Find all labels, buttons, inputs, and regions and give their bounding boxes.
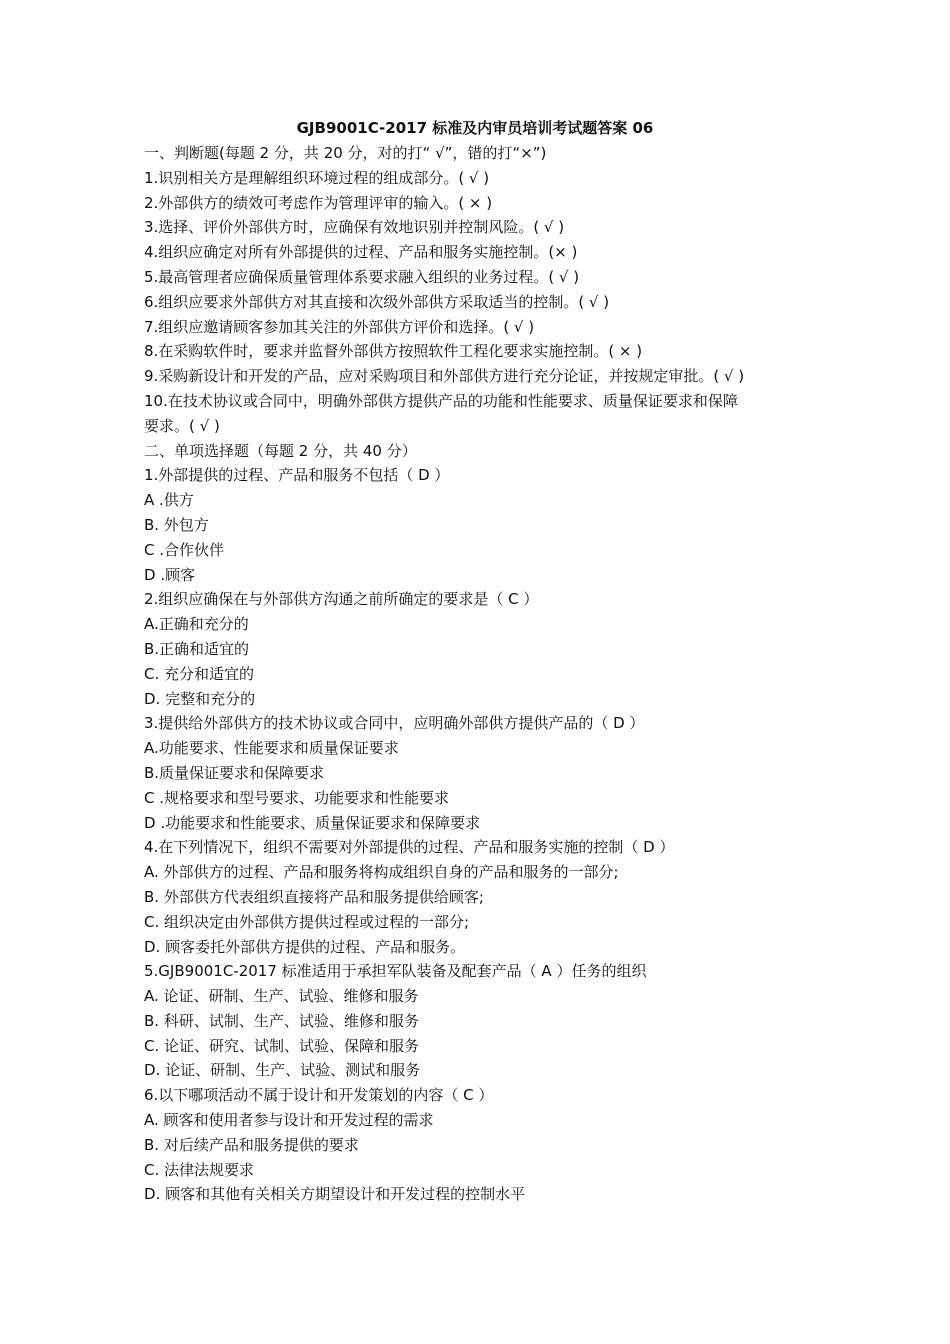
judgment-item: 9.采购新设计和开发的产品，应对采购项目和外部供方进行充分论证，并按规定审批。( √ ) [144, 367, 745, 386]
question-option: D. 顾客委托外部供方提供的过程、产品和服务。 [144, 937, 466, 956]
judgment-item: 8.在采购软件时，要求并监督外部供方按照软件工程化要求实施控制。( × ) [144, 342, 643, 361]
question-option: D. 论证、研制、生产、试验、测试和服务 [144, 1061, 421, 1080]
question-option: B. 对后续产品和服务提供的要求 [144, 1135, 359, 1154]
question-option: B. 外部供方代表组织直接将产品和服务提供给顾客; [144, 887, 484, 906]
judgment-item: 10.在技术协议或合同中，明确外部供方提供产品的功能和性能要求、质量保证要求和保障 [144, 391, 738, 410]
document-title: GJB9001C-2017 标准及内审员培训考试题答案 06 [296, 119, 654, 137]
question-option: B. 科研、试制、生产、试验、维修和服务 [144, 1011, 419, 1030]
question-option: B.正确和适宜的 [144, 639, 250, 658]
question-option: D .顾客 [144, 565, 196, 584]
judgment-item: 2.外部供方的绩效可考虑作为管理评审的输入。( × ) [144, 193, 493, 212]
question-stem: 1.外部提供的过程、产品和服务不包括（ D ） [144, 466, 450, 485]
question-option: C. 充分和适宜的 [144, 664, 255, 683]
question-option: B. 外包方 [144, 515, 209, 534]
question-option: C. 组织决定由外部供方提供过程或过程的一部分; [144, 912, 470, 931]
judgment-item: 3.选择、评价外部供方时，应确保有效地识别并控制风险。( √ ) [144, 218, 565, 237]
question-option: A.功能要求、性能要求和质量保证要求 [144, 739, 399, 758]
question-option: A. 顾客和使用者参与设计和开发过程的需求 [144, 1111, 434, 1130]
question-option: A. 外部供方的过程、产品和服务将构成组织自身的产品和服务的一部分; [144, 863, 619, 882]
question-stem: 6.以下哪项活动不属于设计和开发策划的内容（ C ） [144, 1086, 494, 1105]
question-option: C .合作伙伴 [144, 540, 225, 559]
question-option: A. 论证、研制、生产、试验、维修和服务 [144, 987, 419, 1006]
judgment-item: 1.识别相关方是理解组织环境过程的组成部分。( √ ) [144, 168, 490, 187]
judgment-item: 4.组织应确定对所有外部提供的过程、产品和服务实施控制。(× ) [144, 243, 578, 262]
judgment-item: 6.组织应要求外部供方对其直接和次级外部供方采取适当的控制。( √ ) [144, 292, 610, 311]
question-option: C. 法律法规要求 [144, 1160, 255, 1179]
section-heading-choice: 二、单项选择题（每题 2 分，共 40 分） [144, 441, 417, 460]
question-stem: 2.组织应确保在与外部供方沟通之前所确定的要求是（ C ） [144, 590, 539, 609]
question-option: B.质量保证要求和保障要求 [144, 763, 325, 782]
question-option: D. 完整和充分的 [144, 689, 256, 708]
question-option: A.正确和充分的 [144, 615, 249, 634]
question-option: D. 顾客和其他有关相关方期望设计和开发过程的控制水平 [144, 1185, 526, 1204]
question-stem: 4.在下列情况下，组织不需要对外部提供的过程、产品和服务实施的控制（ D ） [144, 838, 675, 857]
section-heading-judgment: 一、判断题(每题 2 分，共 20 分，对的打“ √”，错的打“×”) [144, 144, 547, 162]
question-stem: 5.GJB9001C-2017 标准适用于承担军队装备及配套产品（ A ）任务的组织 [144, 962, 647, 981]
judgment-item: 5.最高管理者应确保质量管理体系要求融入组织的业务过程。( √ ) [144, 267, 580, 286]
question-option: A .供方 [144, 491, 194, 510]
document-body [144, 141, 814, 1207]
question-option: C. 论证、研究、试制、试验、保障和服务 [144, 1036, 420, 1055]
judgment-item: 7.组织应邀请顾客参加其关注的外部供方评价和选择。( √ ) [144, 317, 535, 336]
question-option: D .功能要求和性能要求、质量保证要求和保障要求 [144, 813, 481, 832]
question-stem: 3.提供给外部供方的技术协议或合同中，应明确外部供方提供产品的（ D ） [144, 714, 645, 733]
judgment-item-continuation: 要求。( √ ) [144, 416, 220, 435]
question-option: C .规格要求和型号要求、功能要求和性能要求 [144, 788, 450, 807]
